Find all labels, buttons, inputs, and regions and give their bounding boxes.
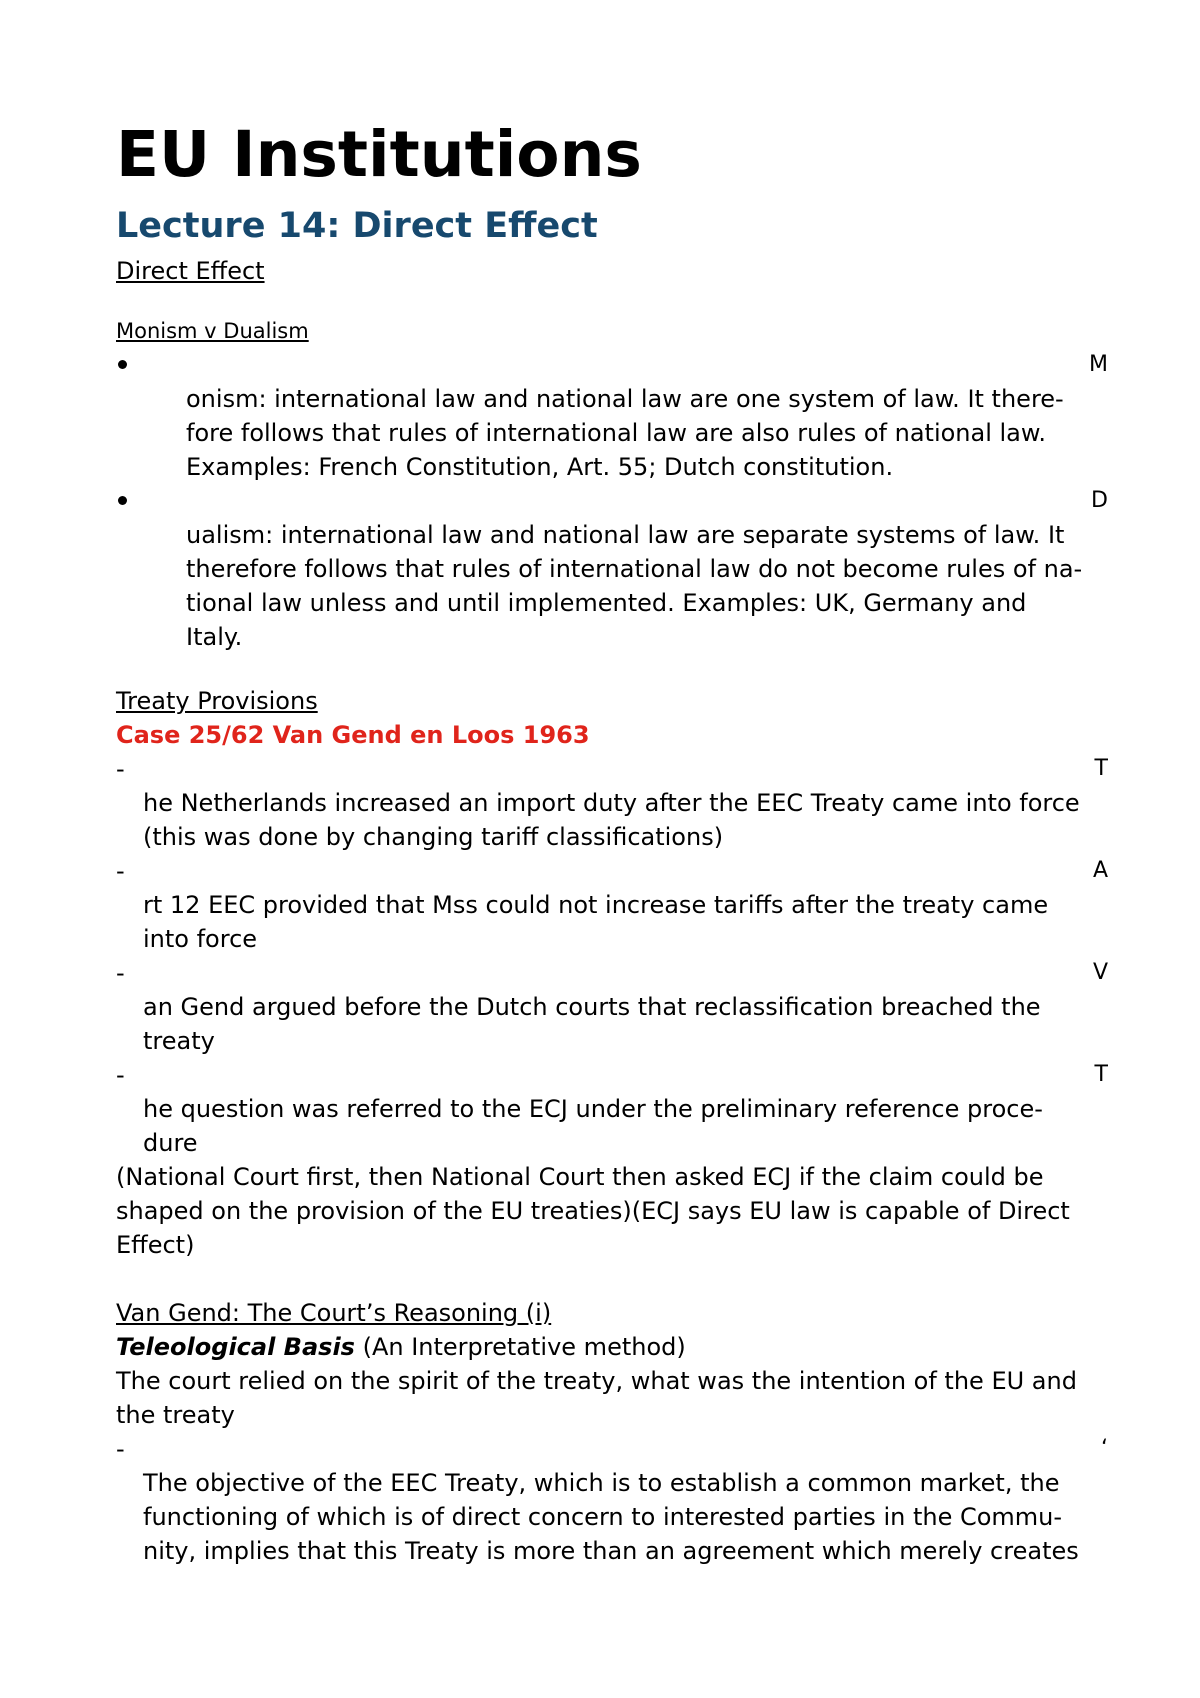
section-heading-direct-effect: Direct Effect xyxy=(116,257,265,285)
text-line: nity, implies that this Treaty is more than an agreement which merely creates xyxy=(143,1537,1079,1565)
bullet-marker xyxy=(118,496,127,505)
text-line: ualism: international law and national law are separate systems of law. It xyxy=(186,521,1065,549)
bullet-text xyxy=(186,382,1064,484)
text-line: dure xyxy=(143,1129,198,1157)
text-line: shaped on the provision of the EU treaties)(ECJ says EU law is capable of Direct xyxy=(116,1197,1070,1225)
drop-letter: A xyxy=(1092,858,1108,883)
section-heading-monism-dualism: Monism v Dualism xyxy=(116,319,309,343)
case-title: Case 25/62 Van Gend en Loos 1963 xyxy=(116,721,590,749)
note-paragraph xyxy=(116,1160,1106,1262)
text-line: the treaty xyxy=(116,1401,235,1429)
dash-text xyxy=(143,1466,1079,1568)
drop-letter: M xyxy=(1089,352,1108,377)
text-line: treaty xyxy=(143,1027,215,1055)
dash-marker: - xyxy=(116,959,125,987)
text-line: into force xyxy=(143,925,258,953)
text-line: he question was referred to the ECJ under the preliminary reference proce- xyxy=(143,1095,1043,1123)
dash-text xyxy=(143,888,1048,956)
text-line: (National Court first, then National Court then asked ECJ if the claim could be xyxy=(116,1163,1044,1191)
teleological-heading xyxy=(116,1330,686,1364)
text-line: rt 12 EEC provided that Mss could not increase tariffs after the treaty came xyxy=(143,891,1049,919)
dash-text xyxy=(143,786,1080,854)
drop-letter: V xyxy=(1092,960,1108,985)
teleological-bold: Teleological Basis xyxy=(116,1333,355,1361)
dash-marker: - xyxy=(116,755,125,783)
bullet-marker xyxy=(118,360,127,369)
dash-text xyxy=(143,1092,1043,1160)
text-line: functioning of which is of direct concern to interested parties in the Commu- xyxy=(143,1503,1063,1531)
drop-letter: D xyxy=(1091,488,1108,513)
dash-marker: - xyxy=(116,857,125,885)
dash-text xyxy=(143,990,1041,1058)
section-heading-court-reasoning: Van Gend: The Court’s Reasoning (i) xyxy=(116,1299,552,1327)
text-line: tional law unless and until implemented. Examples: UK, Germany and xyxy=(186,589,1027,617)
text-line: The court relied on the spirit of the treaty, what was the intention of the EU and xyxy=(116,1367,1077,1395)
text-line: The objective of the EEC Treaty, which is to establish a common market, the xyxy=(143,1469,1060,1497)
drop-letter: T xyxy=(1094,756,1108,781)
section-heading-treaty-provisions: Treaty Provisions xyxy=(116,687,318,715)
drop-letter: ‘ xyxy=(1101,1436,1108,1461)
document-title: EU Institutions xyxy=(116,118,642,191)
teleological-rest: (An Interpretative method) xyxy=(354,1333,686,1361)
text-line: fore follows that rules of international law are also rules of national law. xyxy=(186,419,1046,447)
text-line: Effect) xyxy=(116,1231,195,1259)
text-line: Examples: French Constitution, Art. 55; Dutch constitution. xyxy=(186,453,894,481)
spirit-paragraph xyxy=(116,1364,1106,1432)
drop-letter: T xyxy=(1094,1062,1108,1087)
text-line: onism: international law and national law are one system of law. It there- xyxy=(186,385,1064,413)
bullet-text xyxy=(186,518,1082,654)
lecture-subtitle: Lecture 14: Direct Effect xyxy=(116,206,598,246)
text-line: he Netherlands increased an import duty after the EEC Treaty came into force xyxy=(143,789,1080,817)
text-line: therefore follows that rules of international law do not become rules of na- xyxy=(186,555,1083,583)
dash-marker: - xyxy=(116,1435,125,1463)
text-line: Italy. xyxy=(186,623,243,651)
text-line: an Gend argued before the Dutch courts that reclassification breached the xyxy=(143,993,1041,1021)
text-line: (this was done by changing tariff classifications) xyxy=(143,823,724,851)
dash-marker: - xyxy=(116,1061,125,1089)
